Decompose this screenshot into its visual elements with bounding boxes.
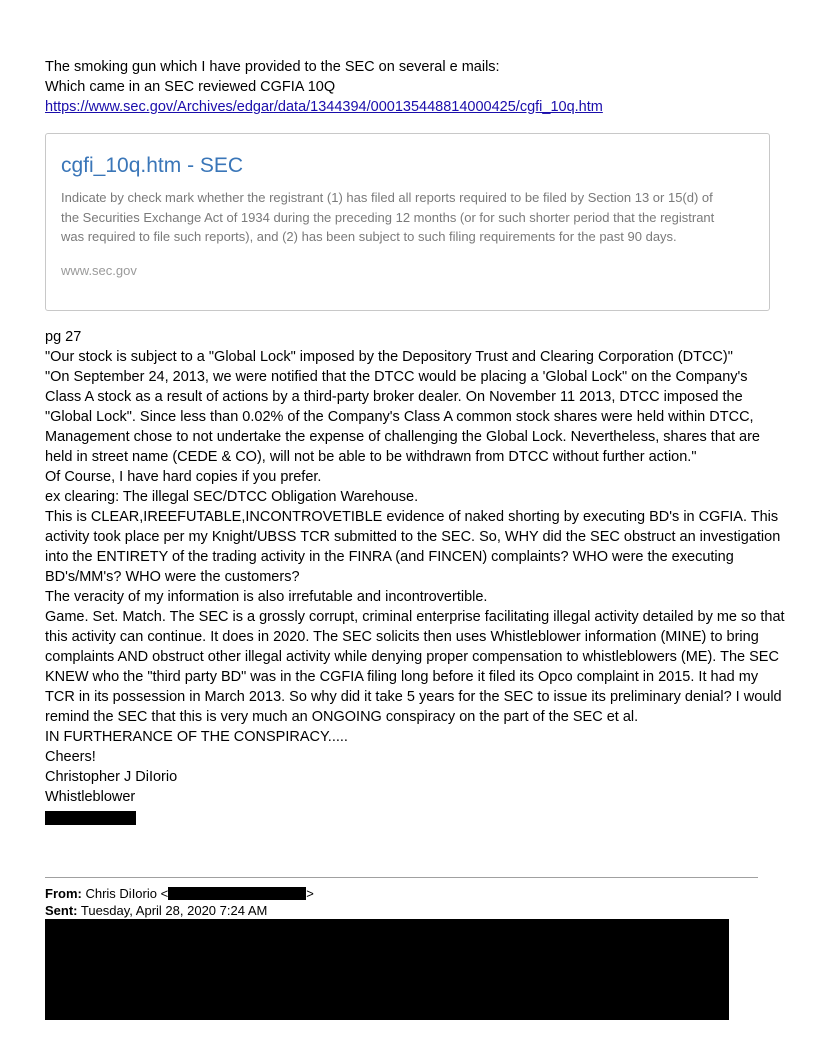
body-line: "Our stock is subject to a "Global Lock" imposed by the Depository Trust and Clearing Corporation (DTCC)"	[45, 349, 733, 365]
body-line: The veracity of my information is also irrefutable and incontrovertible.	[45, 589, 488, 605]
link-preview-title[interactable]: cgfi_10q.htm - SEC	[61, 154, 244, 177]
from-name: Chris DiIorio <	[85, 886, 169, 901]
signature-title: Whistleblower	[45, 789, 136, 805]
redaction-block	[45, 919, 729, 1020]
body-line: pg 27	[45, 329, 82, 345]
sent-label: Sent:	[45, 903, 78, 918]
body-line: ex clearing: The illegal SEC/DTCC Obligation Warehouse.	[45, 489, 419, 505]
intro-block	[45, 57, 785, 117]
body-line: Of Course, I have hard copies if you prefer.	[45, 469, 322, 485]
redaction-signature	[45, 811, 136, 825]
signature-name: Christopher J DiIorio	[45, 769, 178, 785]
from-close: >	[306, 886, 314, 901]
from-label: From:	[45, 886, 82, 901]
body-paragraph: This is CLEAR,IREEFUTABLE,INCONTROVETIBLE evidence of naked shorting by executing BD's in CGFIA. This activity took place per my Knight/UBSS TCR submitted to the SEC. So, WHY did the SEC obstruct an investigation into the ENTIRETY of the trading activity in the FINRA (and FINCEN) complaints? WHO were the executing BD's/MM's? WHO were the customers?	[45, 509, 781, 585]
from-line	[45, 886, 314, 902]
signoff: Cheers!	[45, 749, 96, 765]
link-preview-description: Indicate by check mark whether the registrant (1) has filed all reports required to be filed by Section 13 or 15(d) of the Securities Exchange Act of 1934 during the preceding 12 months (or for such shorter period that the registrant was required to file such reports), and (2) has been subject to such filing requirements for the past 90 days.	[61, 190, 715, 244]
body-paragraph: Game. Set. Match. The SEC is a grossly corrupt, criminal enterprise facilitating illegal activity detailed by me so that this activity can continue. It does in 2020. The SEC solicits then uses Whistleblower information (MINE) to bring complaints AND obstruct other illegal activity while denying proper compensation to whistleblowers (ME). The SEC KNEW who the "third party BD" was in the CGFIA filing long before it filed its Opco complaint in 2015. It had my TCR in its possession in March 2013. So why did it take 5 years for the SEC to issue its preliminary denial? I would remind the SEC that this is very much an ONGOING conspiracy on the part of the SEC et al.	[45, 609, 785, 725]
sent-line	[45, 903, 267, 919]
body-paragraph: "On September 24, 2013, we were notified that the DTCC would be placing a 'Global Lock" on the Company's Class A stock as a result of actions by a third-party broker dealer. On November 11 2013, DTCC imposed the "Global Lock". Since less than 0.02% of the Company's Class A common stock shares were held within DTCC, Management chose to not undertake the expense of challenging the Global Lock. Nevertheless, shares that are held in street name (CEDE & CO), will not be able to be withdrawn from DTCC without further action."	[45, 369, 760, 465]
sec-filing-link[interactable]: https://www.sec.gov/Archives/edgar/data/1344394/000135448814000425/cgfi_10q.htm	[45, 99, 603, 115]
message-body	[45, 327, 785, 807]
message-divider	[45, 877, 758, 878]
intro-line-2: Which came in an SEC reviewed CGFIA 10Q	[45, 79, 336, 95]
sent-value: Tuesday, April 28, 2020 7:24 AM	[80, 903, 268, 918]
body-line: IN FURTHERANCE OF THE CONSPIRACY.....	[45, 729, 348, 745]
link-preview-domain: www.sec.gov	[61, 262, 137, 278]
intro-line-1: The smoking gun which I have provided to the SEC on several e mails:	[45, 59, 500, 75]
redaction-email	[168, 887, 306, 900]
link-preview-card[interactable]	[45, 133, 770, 311]
